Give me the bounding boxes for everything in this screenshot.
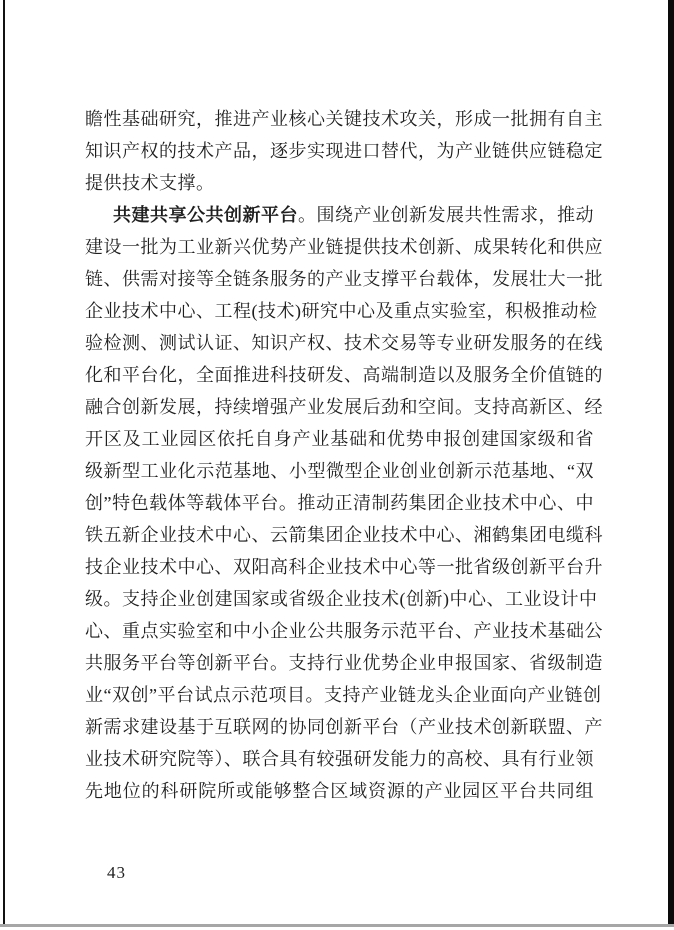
scan-edge-left-line: [3, 0, 5, 925]
text-line: [85, 487, 594, 519]
paragraph-text: 级。支持企业创建国家或省级企业技术(创新)中心、工业设计中: [85, 589, 598, 609]
paragraph-text: 共服务平台等创新平台。支持行业优势企业申报国家、省级制造: [85, 653, 603, 673]
paragraph-text: 企业技术中心、工程(技术)研究中心及重点实验室，积极推动检: [85, 301, 598, 321]
paragraph-lead-bold: 共建共享公共创新平台: [113, 205, 298, 225]
paragraph-text: 先地位的科研院所或能够整合区域资源的产业园区平台共同组: [85, 781, 594, 801]
text-line: [85, 327, 603, 359]
paragraph-text: 验检测、测试认证、知识产权、技术交易等专业研发服务的在线: [85, 333, 603, 353]
scan-edge-bottom-rule: [0, 924, 674, 927]
paragraph-text: 化和平台化，全面推进科技研发、高端制造以及服务全价值链的: [85, 365, 603, 385]
paragraph-text: 新需求建设基于互联网的协同创新平台（产业技术创新联盟、产: [85, 717, 603, 737]
text-line: [85, 391, 603, 423]
text-line: [85, 103, 603, 135]
text-column: [85, 103, 603, 807]
paragraph-text: 技企业技术中心、双阳高科企业技术中心等一批省级创新平台升: [85, 557, 603, 577]
paragraph-text: 。围绕产业创新发展共性需求，推动: [298, 205, 594, 225]
paragraph-text: 知识产权的技术产品，逐步实现进口替代，为产业链供应链稳定: [85, 141, 603, 161]
text-line: [85, 551, 603, 583]
paragraph-text: 业技术研究院等）、联合具有较强研发能力的高校、具有行业领: [85, 749, 594, 769]
scan-edge-right-strip: [668, 0, 674, 924]
text-line: [85, 135, 603, 167]
text-line: [85, 647, 603, 679]
page-number: 43: [107, 863, 126, 882]
text-line: [85, 295, 598, 327]
paragraph-text: 提供技术支撑。: [85, 173, 215, 193]
paragraph-text: 心、重点实验室和中小企业公共服务示范平台、产业技术基础公: [85, 621, 603, 641]
paragraph-text: 链、供需对接等全链条服务的产业支撑平台载体，发展壮大一批: [85, 269, 603, 289]
text-line: [85, 199, 594, 231]
text-line: [85, 775, 594, 807]
text-line: [85, 263, 603, 295]
text-line: [85, 743, 594, 775]
paragraph-text: 业“双创”平台试点示范项目。支持产业链龙头企业面向产业链创: [85, 685, 602, 705]
text-line: [85, 455, 594, 487]
text-line: [85, 679, 602, 711]
text-line: [85, 423, 594, 455]
paragraph-text: 开区及工业园区依托自身产业基础和优势申报创建国家级和省: [85, 429, 594, 449]
text-line: [85, 167, 594, 199]
paragraph-text: 融合创新发展，持续增强产业发展后劲和空间。支持高新区、经: [85, 397, 603, 417]
paragraph-text: 创”特色载体等载体平台。推动正清制药集团企业技术中心、中: [85, 493, 594, 513]
text-line: [85, 711, 603, 743]
text-line: [85, 519, 603, 551]
text-line: [85, 615, 603, 647]
paragraph-text: 瞻性基础研究，推进产业核心关键技术攻关，形成一批拥有自主: [85, 109, 603, 129]
paragraph-text: 铁五新企业技术中心、云箭集团企业技术中心、湘鹤集团电缆科: [85, 525, 603, 545]
text-line: [85, 359, 603, 391]
text-line: [85, 231, 603, 263]
text-line: [85, 583, 598, 615]
paragraph-text: 级新型工业化示范基地、小型微型企业创业创新示范基地、“双: [85, 461, 594, 481]
paragraph-text: 建设一批为工业新兴优势产业链提供技术创新、成果转化和供应: [85, 237, 603, 257]
